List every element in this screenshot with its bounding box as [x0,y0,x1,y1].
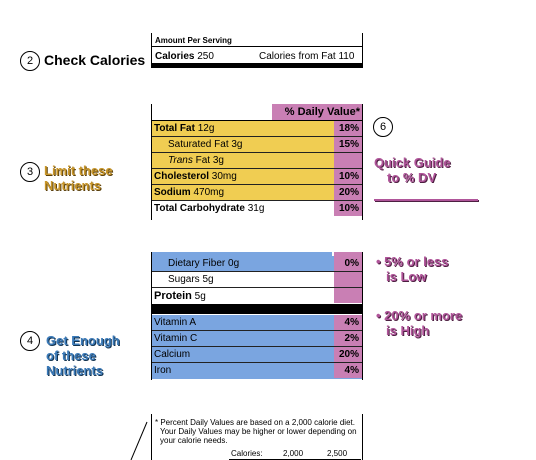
saturated-fat-pct: 15% [334,137,362,152]
iron-pct: 4% [334,363,362,378]
sugars-label: Sugars [168,274,200,285]
nutrient-row-trans-fat [152,153,362,169]
get-enough-title [46,333,120,378]
nutrient-row-calcium [152,347,362,363]
low-guideline [376,254,448,284]
footnote-calories-row [155,449,361,459]
limit-panel-right-border [362,104,363,220]
vitamin-a-pct: 4% [334,315,362,330]
trans-fat-label: Trans [168,155,193,166]
iron-label: Iron [154,365,172,376]
total-fat-pct: 18% [334,121,362,136]
footnote-panel-right-border [362,414,363,460]
cholesterol-pct: 10% [334,169,362,184]
get-enough-line3: Nutrients [46,363,104,378]
limit-title-line2: Nutrients [44,178,102,193]
dietary-fiber-pct: 0% [334,256,362,271]
footnote-col-2500: 2,500 [327,449,348,458]
nutrient-row-total-fat [152,121,362,137]
nutrient-row-sugars [152,272,362,288]
nutrient-row-saturated-fat [152,137,362,153]
quick-guide-line2: to % DV [387,170,437,185]
calories-label: Calories [155,51,195,62]
dietary-fiber-label: Dietary Fiber [168,258,226,269]
get-enough-panel-right-border [362,252,363,380]
daily-value-header: % Daily Value* [272,104,362,120]
vitamin-a-label: Vitamin A [154,317,197,328]
footnote-text [155,418,361,445]
nutrient-row-vitamin-c [152,331,362,347]
high-guideline [376,308,462,338]
quick-guide-underline [374,199,478,201]
quick-guide-line1: Quick Guide [374,155,451,170]
calories-row [155,51,214,62]
sodium-pct: 20% [334,185,362,200]
nutrient-row-protein [152,288,362,304]
total-fat-label: Total Fat [154,123,195,134]
sugars-amount: 5g [199,274,214,285]
footnote-line2: Your Daily Values may be higher or lower depending on [160,427,357,436]
total-carbohydrate-pct: 10% [334,201,362,216]
high-guideline-line1: • 20% or more [376,308,463,323]
high-guideline-line2: is High [386,323,430,338]
step-2-badge: 2 [20,51,40,71]
nutrient-row-sodium [152,185,362,201]
dietary-fiber-amount: 0g [225,258,240,269]
nutrient-row-cholesterol [152,169,362,185]
vitamin-c-label: Vitamin C [154,333,198,344]
cholesterol-label: Cholesterol [154,171,210,182]
footnote-line1: * Percent Daily Values are based on a 2,000 calorie diet. [155,418,355,427]
nutrient-row-dietary-fiber [152,256,362,272]
limit-title-line1: Limit these [44,163,113,178]
footnote-pointer-line [125,420,149,460]
limit-nutrients-title [44,163,113,193]
protein-thick-rule [152,304,362,314]
low-guideline-line2: is Low [386,269,427,284]
calcium-pct: 20% [334,347,362,362]
footnote-line3: your calorie needs. [160,436,228,445]
saturated-fat-amount: 3g [228,139,243,150]
step-3-badge: 3 [20,162,40,182]
sugars-pct [334,272,362,287]
calcium-label: Calcium [154,349,191,360]
nutrient-row-vitamin-a [152,315,362,331]
calories-value: 250 [197,51,214,62]
cholesterol-amount: 30mg [209,171,237,182]
nutrient-row-total-carbohydrate [152,201,362,217]
sodium-amount: 470mg [190,187,225,198]
protein-amount: 5g [191,291,206,302]
step-6-badge: 6 [373,117,393,137]
total-carbohydrate-label: Total Carbohydrate [154,203,245,214]
footnote-panel-left-border [151,414,152,460]
trans-fat-pct [334,153,362,168]
vitamin-c-pct: 2% [334,331,362,346]
get-enough-line1: Get Enough [46,333,120,348]
get-enough-line2: of these [46,348,96,363]
saturated-fat-label: Saturated Fat [168,139,229,150]
amount-per-serving: Amount Per Serving [155,36,232,45]
trans-fat-amount: Fat 3g [192,155,224,166]
sodium-label: Sodium [154,187,191,198]
nutrient-row-iron [152,363,362,379]
calories-thick-rule [152,63,362,68]
calories-from-fat: Calories from Fat 110 [259,51,355,62]
amount-rule [152,46,362,47]
quick-guide-title [374,155,451,185]
calories-panel-right-border [362,33,363,68]
total-carbohydrate-amount: 31g [244,203,265,214]
step-4-badge: 4 [20,331,40,351]
footnote-calories-label: Calories: [231,449,263,458]
low-guideline-line1: • 5% or less [376,254,449,269]
protein-pct [334,288,362,303]
footnote-col-2000: 2,000 [283,449,304,458]
protein-label: Protein [154,290,192,302]
total-fat-amount: 12g [194,123,215,134]
check-calories-title: Check Calories [44,52,146,68]
